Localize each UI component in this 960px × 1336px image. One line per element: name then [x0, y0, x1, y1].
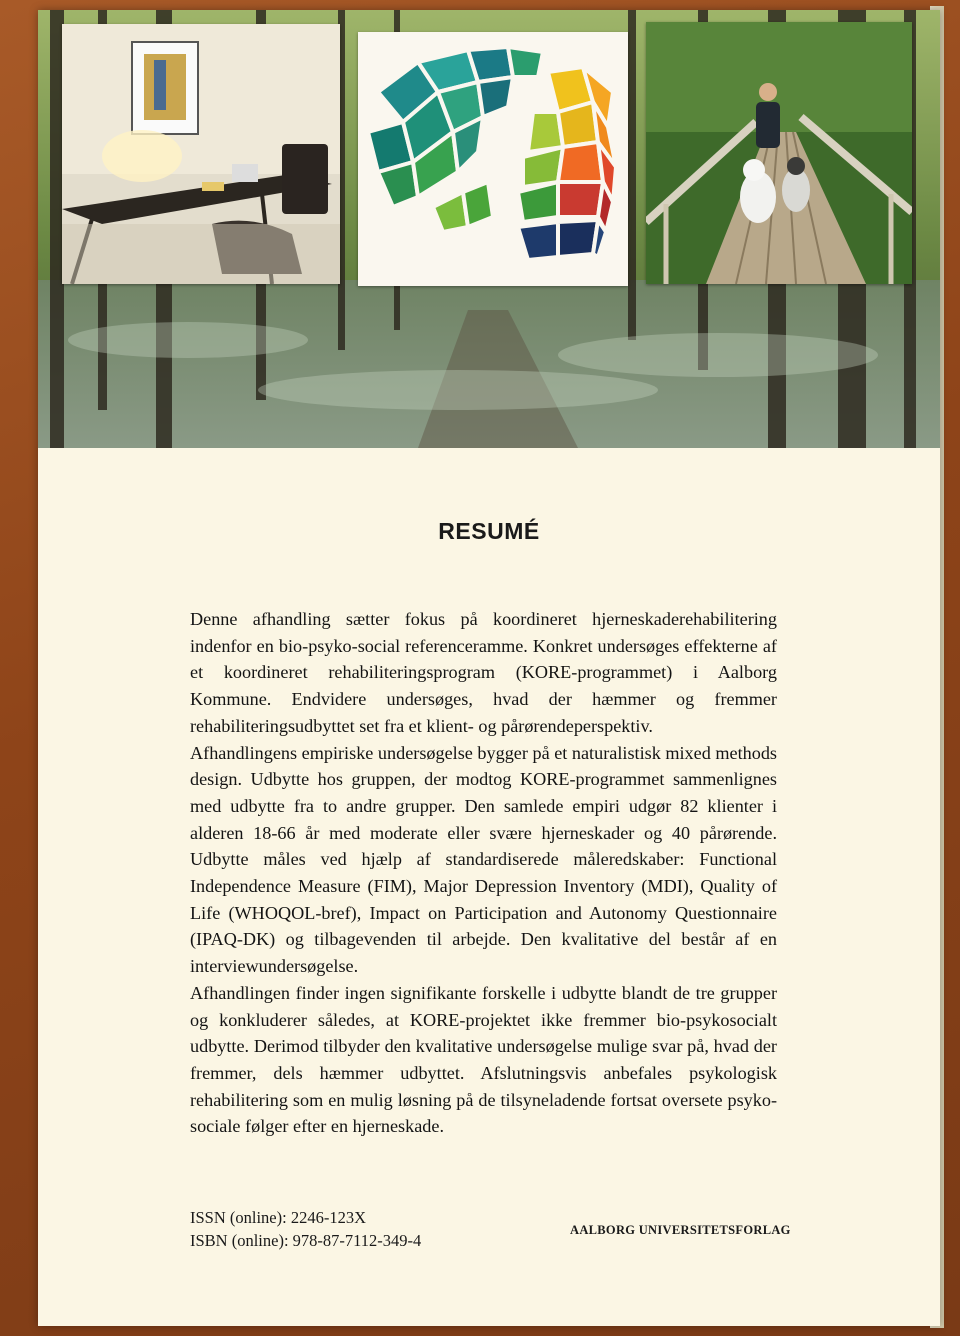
resume-heading: RESUMÉ	[438, 518, 540, 544]
book-back-cover	[38, 10, 940, 1326]
bridge-dogs-photo	[646, 22, 912, 284]
mosaic-logo-image	[358, 32, 628, 286]
issn-line: ISSN (online): 2246-123X	[190, 1208, 366, 1227]
office-desk-photo	[62, 24, 340, 284]
abstract-paragraph: Denne afhandling sætter fokus på koordineret hjerneskaderehabilitering indenfor en bio-psyko-social referenceramme. Konkret undersøges effekterne af et koordineret rehabiliteringsprogram (KORE-programmet) i Aalborg Kommune. Endvidere undersøges, hvad der hæmmer og fremmer rehabiliteringsudbyttet set fra et klient- og pårørendeperspektiv.	[190, 609, 777, 736]
isbn-line: ISBN (online): 978-87-7112-349-4	[190, 1231, 422, 1250]
identifiers	[190, 1206, 421, 1252]
abstract-paragraph: Afhandlingen finder ingen signifikante forskelle i udbytte blandt de tre grupper og konkluderer således, at KORE-projektet ikke fremmer bio-psykosocialt udbytte. Derimod tilbyder den kvalitative undersøgelse mulige svar på, hvad der fremmer, dels hæmmer udbyttet. Afslutningsvis anbefales psykologisk rehabilitering som en mulig løsning på de tilsyneladende fortsat oversete psyko-sociale følger efter en hjerneskade.	[190, 982, 777, 1137]
abstract-text	[190, 606, 777, 1140]
publisher-name: AALBORG UNIVERSITETSFORLAG	[570, 1223, 791, 1237]
abstract-paragraph: Afhandlingens empiriske undersøgelse bygger på et naturalistisk mixed methods design. Udbytte hos gruppen, der modtog KORE-programmet sammenlignes med udbytte fra to andre grupper. Den samlede empiri udgør 82 klienter i alderen 18-66 år med moderate eller svære hjerneskader og 40 pårørende. Udbytte måles ved hjælp af standardiserede måleredskaber: Functional Independence Measure (FIM), Major Depression Inventory (MDI), Quality of Life (WHOQOL-bref), Impact on Participation and Autonomy Questionnaire (IPAQ-DK) og tilbagevenden til arbejde. Den kvalitative del består af en interviewundersøgelse.	[190, 742, 777, 977]
